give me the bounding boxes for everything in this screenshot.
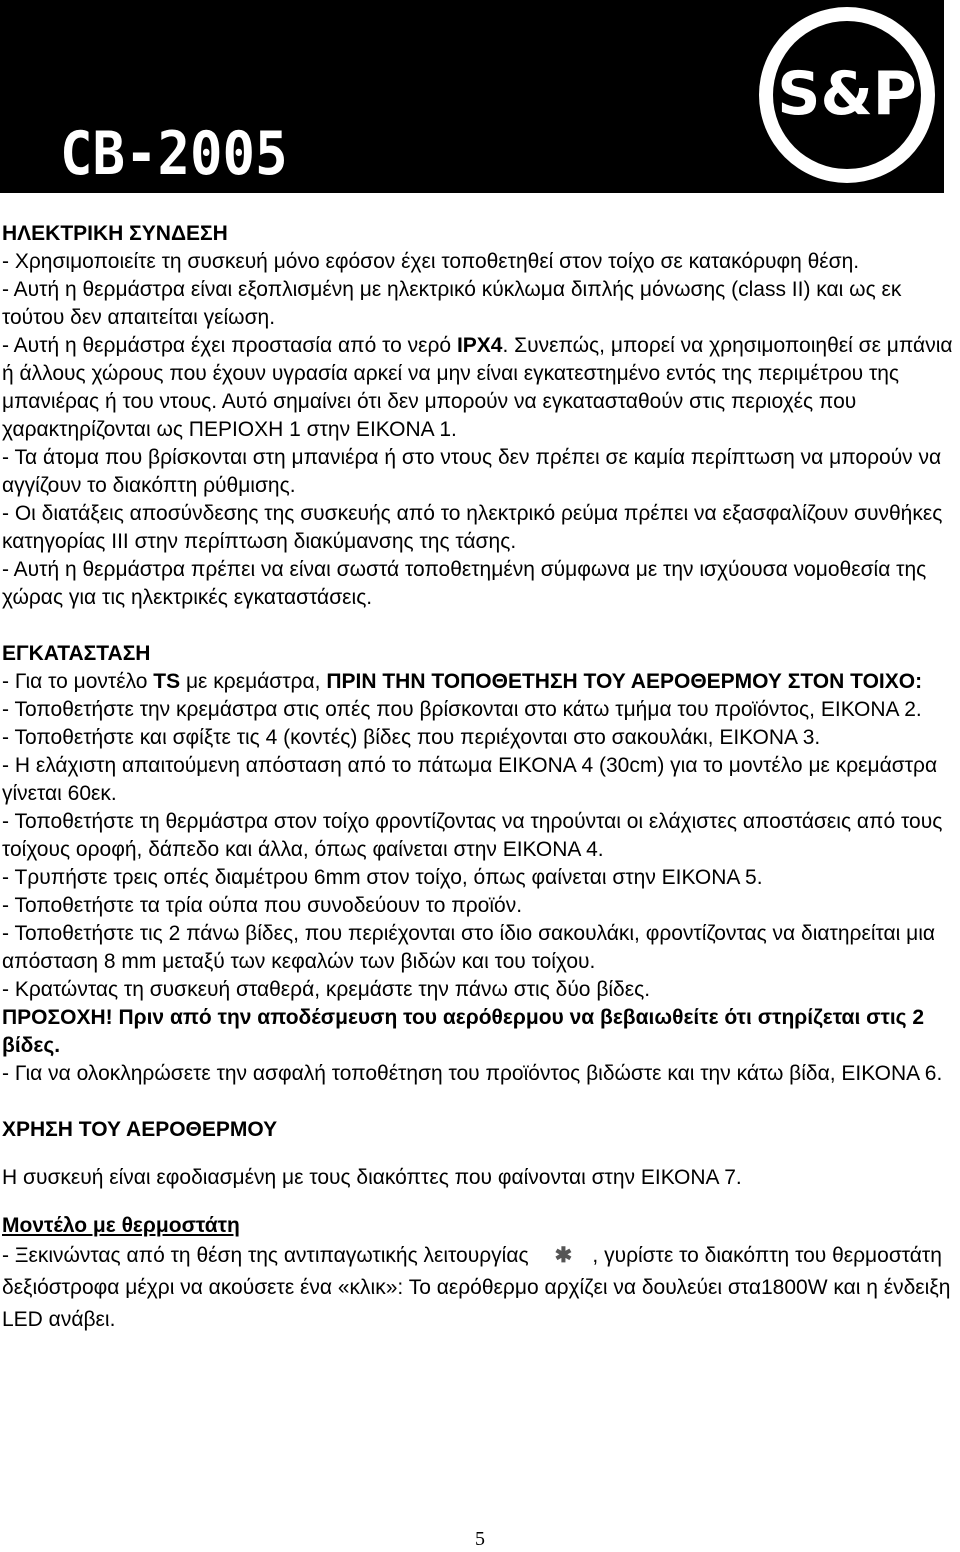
paragraph: - Η ελάχιστη απαιτούμενη απόσταση από το πάτωμα ΕΙΚΟΝΑ 4 (30cm) για το μοντέλο με κρεμάστρα γίνεται 60εκ. <box>2 754 938 805</box>
warning-heading: ΠΡΙΝ ΤΗΝ ΤΟΠΟΘΕΤΗΣΗ ΤΟΥ ΑΕΡΟΘΕΡΜΟΥ ΣΤΟΝ ΤΟΙΧΟ: <box>326 670 923 693</box>
model-title: CB-2005 <box>60 119 288 189</box>
section-title-installation: ΕΓΚΑΤΑΣΤΑΣΗ <box>2 642 151 665</box>
paragraph: - Τα άτομα που βρίσκονται στη μπανιέρα ή στο ντους δεν πρέπει σε καμία περίπτωση να μπορούν να αγγίζουν το διακόπτη ρύθμισης. <box>2 446 942 497</box>
subsection-title-thermostat: Μοντέλο με θερμοστάτη <box>2 1214 240 1237</box>
text: , γυρίστε το διακόπτη του θερμοστάτη δεξιόστροφα μέχρι να ακούσετε ένα «κλικ»: Το αερόθερμο αρχίζει να δουλεύει στα1800W και η ένδειξη LED ανάβει. <box>2 1244 951 1331</box>
sp-logo-icon <box>754 2 940 188</box>
paragraph: - Για να ολοκληρώσετε την ασφαλή τοποθέτηση του προϊόντος βιδώστε και την κάτω βίδα, ΕΙΚΟΝΑ 6. <box>2 1062 943 1085</box>
document-body <box>2 220 957 1336</box>
paragraph: - Τρυπήστε τρεις οπές διαμέτρου 6mm στον τοίχο, όπως φαίνεται στην ΕΙΚΟΝΑ 5. <box>2 866 763 889</box>
paragraph: - Τοποθετήστε τα τρία ούπα που συνοδεύουν το προϊόν. <box>2 894 523 917</box>
ipx-rating: IPX4 <box>456 334 503 357</box>
header-banner <box>0 0 944 193</box>
page-number: 5 <box>475 1528 485 1550</box>
paragraph: Η συσκευή είναι εφοδιασμένη με τους διακόπτες που φαίνονται στην ΕΙΚΟΝΑ 7. <box>2 1166 742 1189</box>
text: - Ξεκινώντας από τη θέση της αντιπαγωτικής λειτουργίας <box>2 1244 535 1267</box>
paragraph: - Κρατώντας τη συσκευή σταθερά, κρεμάστε την πάνω στις δύο βίδες. <box>2 978 651 1001</box>
caution-note: ΠΡΟΣΟΧΗ! Πριν από την αποδέσμευση του αερόθερμου να βεβαιωθείτε ότι στηρίζεται στις 2 βίδες. <box>2 1006 925 1057</box>
paragraph: - Τοποθετήστε και σφίξτε τις 4 (κοντές) βίδες που περιέχονται στο σακουλάκι, ΕΙΚΟΝΑ 3. <box>2 726 821 749</box>
paragraph <box>2 332 957 444</box>
logo-text: S&P <box>777 59 917 129</box>
section-title-usage: ΧΡΗΣΗ ΤΟΥ ΑΕΡΟΘΕΡΜΟΥ <box>2 1118 278 1141</box>
paragraph: - Αυτή η θερμάστρα πρέπει να είναι σωστά τοποθετημένη σύμφωνα με την ισχύουσα νομοθεσία της χώρας για τις ηλεκτρικές εγκαταστάσεις. <box>2 558 927 609</box>
paragraph: - Οι διατάξεις αποσύνδεσης της συσκευής από το ηλεκτρικό ρεύμα πρέπει να εξασφαλίζουν συνθήκες κατηγορίας III στην περίπτωση διακύμανσης της τάσης. <box>2 502 943 553</box>
section-title-electrical: ΗΛΕΚΤΡΙΚΗ ΣΥΝΔΕΣΗ <box>2 222 228 245</box>
paragraph <box>2 1240 957 1336</box>
text: με κρεμάστρα, <box>180 670 327 693</box>
paragraph: - Χρησιμοποιείτε τη συσκευή μόνο εφόσον έχει τοποθετηθεί στον τοίχο σε κατακόρυφη θέση. <box>2 250 860 273</box>
paragraph: - Αυτή η θερμάστρα είναι εξοπλισμένη με ηλεκτρικό κύκλωμα διπλής μόνωσης (class II) και ως εκ τούτου δεν απαιτείται γείωση. <box>2 278 902 329</box>
paragraph: - Τοποθετήστε τη θερμάστρα στον τοίχο φροντίζοντας να τηρούνται οι ελάχιστες αποστάσεις από τους τοίχους οροφή, δάπεδο και άλλα, όπως φαίνεται στην ΕΙΚΟΝΑ 4. <box>2 810 943 861</box>
text: - Αυτή η θερμάστρα έχει προστασία από το νερό <box>2 334 457 357</box>
paragraph <box>2 668 957 696</box>
paragraph: - Τοποθετήστε τις 2 πάνω βίδες, που περιέχονται στο ίδιο σακουλάκι, φροντίζοντας να διατηρείται μια απόσταση 8 mm μεταξύ των κεφαλών των βιδών και του τοίχου. <box>2 922 936 973</box>
snowflake-icon: ✱ <box>554 1244 573 1267</box>
model-ts: TS <box>153 670 181 693</box>
text: . Συνεπώς, μπορεί να χρησιμοποιηθεί σε μπάνια ή άλλους χώρους που έχουν υγρασία αρκεί να μην είναι εγκατεστημένο εντός της περιμέτρου της μπανιέρας ή του ντους. Αυτό σημαίνει ότι δεν μπορούν να εγκατασταθούν στις περιοχές που χαρακτηρίζονται ως ΠΕΡΙΟΧΗ 1 στην ΕΙΚΟΝΑ 1. <box>2 334 953 441</box>
paragraph: - Τοποθετήστε την κρεμάστρα στις οπές που βρίσκονται στο κάτω τμήμα του προϊόντος, ΕΙΚΟΝΑ 2. <box>2 698 922 721</box>
text: - Για το μοντέλο <box>2 670 154 693</box>
